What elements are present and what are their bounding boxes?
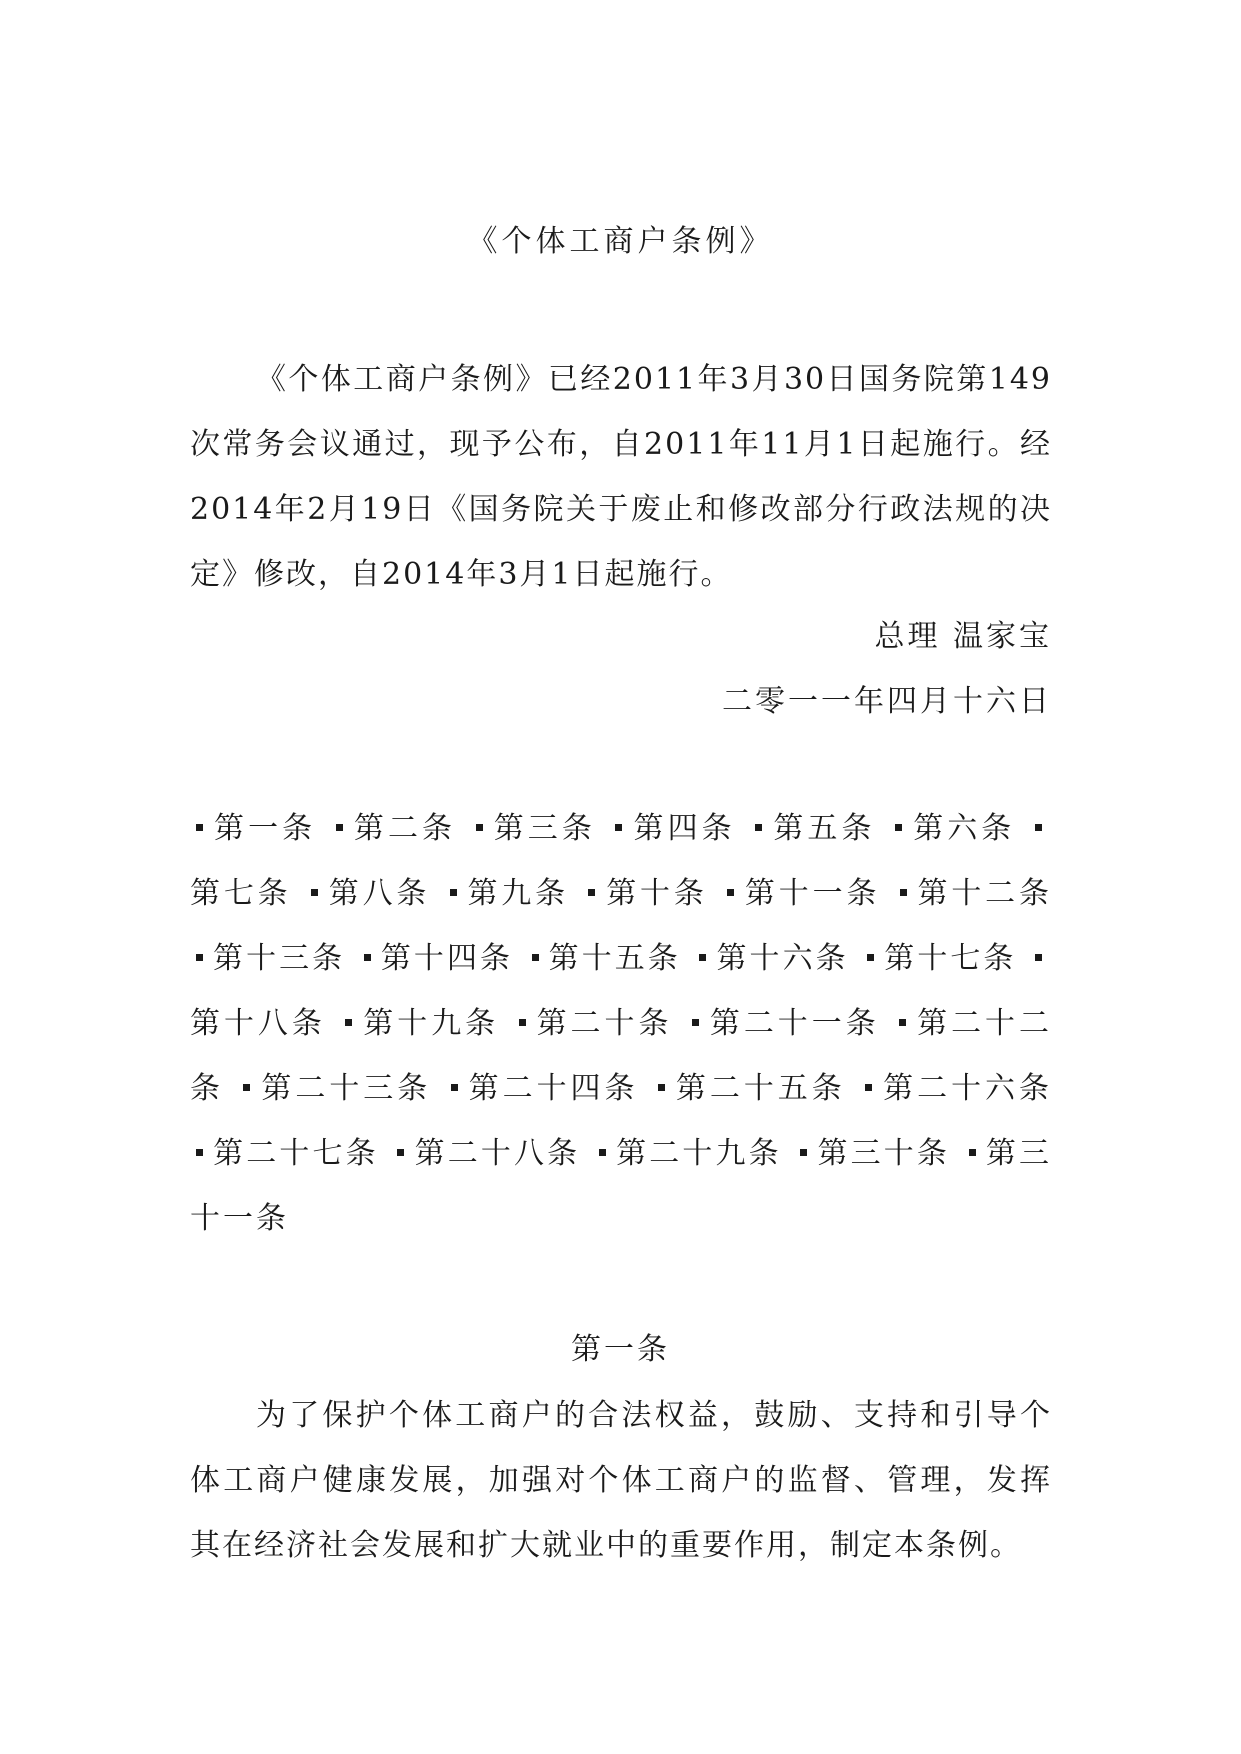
article-link[interactable] bbox=[305, 876, 430, 911]
article-link-label: 第二十七条 bbox=[213, 1136, 379, 1171]
square-bullet-icon bbox=[969, 1149, 976, 1156]
article-link-label: 第十六条 bbox=[716, 941, 849, 976]
article-link[interactable] bbox=[190, 811, 316, 846]
square-bullet-icon bbox=[196, 1149, 203, 1156]
article-1-text: 为了保护个体工商户的合法权益，鼓励、支持和引导个体工商户健康发展，加强对个体工商户的监督、管理，发挥其在经济社会发展和扩大就业中的重要作用，制定本条例。 bbox=[190, 1398, 1052, 1563]
article-link[interactable] bbox=[391, 1136, 580, 1171]
article-1-heading: 第一条 bbox=[571, 1332, 670, 1367]
article-link[interactable] bbox=[444, 876, 569, 911]
square-bullet-icon bbox=[699, 954, 706, 961]
square-bullet-icon bbox=[196, 824, 203, 831]
square-bullet-icon bbox=[692, 1019, 699, 1026]
intro-paragraph: 《个体工商户条例》已经2011年3月30日国务院第149次常务会议通过，现予公布，自2011年11月1日起施行。经2014年2月19日《国务院关于废止和修改部分行政法规的决定》修改，自2014年3月1日起施行。 bbox=[190, 362, 1052, 592]
article-link[interactable] bbox=[593, 1136, 782, 1171]
square-bullet-icon bbox=[451, 1084, 458, 1091]
article-link[interactable] bbox=[237, 1071, 431, 1106]
square-bullet-icon bbox=[895, 824, 902, 831]
article-link-label: 第八条 bbox=[327, 876, 431, 911]
article-link-label: 第七条 bbox=[190, 876, 292, 911]
article-link[interactable] bbox=[889, 811, 1015, 846]
square-bullet-icon bbox=[1035, 954, 1042, 961]
article-link[interactable] bbox=[445, 1071, 639, 1106]
article-link[interactable] bbox=[526, 941, 681, 976]
article-link[interactable] bbox=[358, 941, 513, 976]
article-link[interactable] bbox=[339, 1006, 499, 1041]
square-bullet-icon bbox=[599, 1149, 606, 1156]
article-link-label: 第十四条 bbox=[380, 941, 514, 976]
article-link[interactable] bbox=[693, 941, 848, 976]
article-link-label: 第五条 bbox=[772, 811, 876, 846]
article-link-label: 第十二条 bbox=[916, 876, 1053, 911]
article-link-label: 第二十一条 bbox=[708, 1006, 880, 1041]
article-link[interactable] bbox=[582, 876, 707, 911]
document-title: 《个体工商户条例》 bbox=[467, 224, 774, 259]
article-link-label: 第二十九条 bbox=[615, 1136, 782, 1171]
square-bullet-icon bbox=[1035, 824, 1042, 831]
article-link[interactable] bbox=[794, 1136, 950, 1171]
article-link-label: 第六条 bbox=[912, 811, 1016, 846]
article-link-label: 第十三条 bbox=[213, 941, 346, 976]
article-link[interactable] bbox=[470, 811, 596, 846]
article-link-label: 第十七条 bbox=[884, 941, 1017, 976]
article-link-label: 第十五条 bbox=[548, 941, 681, 976]
article-link[interactable] bbox=[861, 941, 1016, 976]
article-link[interactable] bbox=[894, 876, 1052, 911]
article-link-label: 第二十六条 bbox=[882, 1071, 1053, 1106]
article-link-label: 第三十条 bbox=[817, 1136, 951, 1171]
square-bullet-icon bbox=[532, 954, 539, 961]
square-bullet-icon bbox=[867, 954, 874, 961]
square-bullet-icon bbox=[658, 1084, 665, 1091]
article-link[interactable] bbox=[859, 1071, 1052, 1106]
square-bullet-icon bbox=[899, 1019, 906, 1026]
square-bullet-icon bbox=[755, 824, 762, 831]
article-link-label: 第二十条 bbox=[535, 1006, 673, 1041]
article-link-label: 第二十八条 bbox=[414, 1136, 581, 1171]
square-bullet-icon bbox=[345, 1019, 352, 1026]
square-bullet-icon bbox=[196, 954, 203, 961]
square-bullet-icon bbox=[865, 1084, 872, 1091]
article-link[interactable] bbox=[513, 1006, 673, 1041]
article-link-label: 第九条 bbox=[466, 876, 569, 911]
article-link[interactable] bbox=[686, 1006, 880, 1041]
article-link-label: 第三条 bbox=[492, 811, 596, 846]
article-link-label: 第二条 bbox=[352, 811, 457, 846]
signature-date: 二零一一年四月十六日 bbox=[722, 684, 1052, 719]
article-link[interactable] bbox=[749, 811, 875, 846]
square-bullet-icon bbox=[336, 824, 343, 831]
article-link[interactable] bbox=[190, 941, 345, 976]
square-bullet-icon bbox=[519, 1019, 526, 1026]
square-bullet-icon bbox=[588, 889, 595, 896]
square-bullet-icon bbox=[900, 889, 907, 896]
article-link-label: 第十八条 bbox=[190, 1006, 326, 1041]
signature-name: 总理 温家宝 bbox=[874, 619, 1052, 654]
article-link-label: 第二十三条 bbox=[260, 1071, 432, 1106]
square-bullet-icon bbox=[615, 824, 622, 831]
square-bullet-icon bbox=[450, 889, 457, 896]
article-link-label: 第一条 bbox=[213, 811, 317, 846]
article-index bbox=[190, 796, 1052, 1251]
square-bullet-icon bbox=[311, 889, 318, 896]
square-bullet-icon bbox=[243, 1084, 250, 1091]
article-link-label: 第十一条 bbox=[744, 876, 881, 911]
square-bullet-icon bbox=[727, 889, 734, 896]
article-link[interactable] bbox=[652, 1071, 846, 1106]
article-link-label: 第四条 bbox=[632, 811, 736, 846]
article-link-label: 第二十二条 bbox=[190, 1006, 1053, 1106]
article-link-label: 第十九条 bbox=[362, 1006, 500, 1041]
square-bullet-icon bbox=[476, 824, 483, 831]
article-link-label: 第二十四条 bbox=[467, 1071, 639, 1106]
article-link-label: 第十条 bbox=[605, 876, 708, 911]
square-bullet-icon bbox=[364, 954, 371, 961]
article-link[interactable] bbox=[190, 1136, 379, 1171]
article-link[interactable] bbox=[721, 876, 880, 911]
square-bullet-icon bbox=[397, 1149, 404, 1156]
article-link-label: 第二十五条 bbox=[674, 1071, 846, 1106]
square-bullet-icon bbox=[800, 1149, 807, 1156]
article-link[interactable] bbox=[609, 811, 735, 846]
article-link-label: 第三十一条 bbox=[190, 1136, 1053, 1236]
article-link[interactable] bbox=[330, 811, 456, 846]
